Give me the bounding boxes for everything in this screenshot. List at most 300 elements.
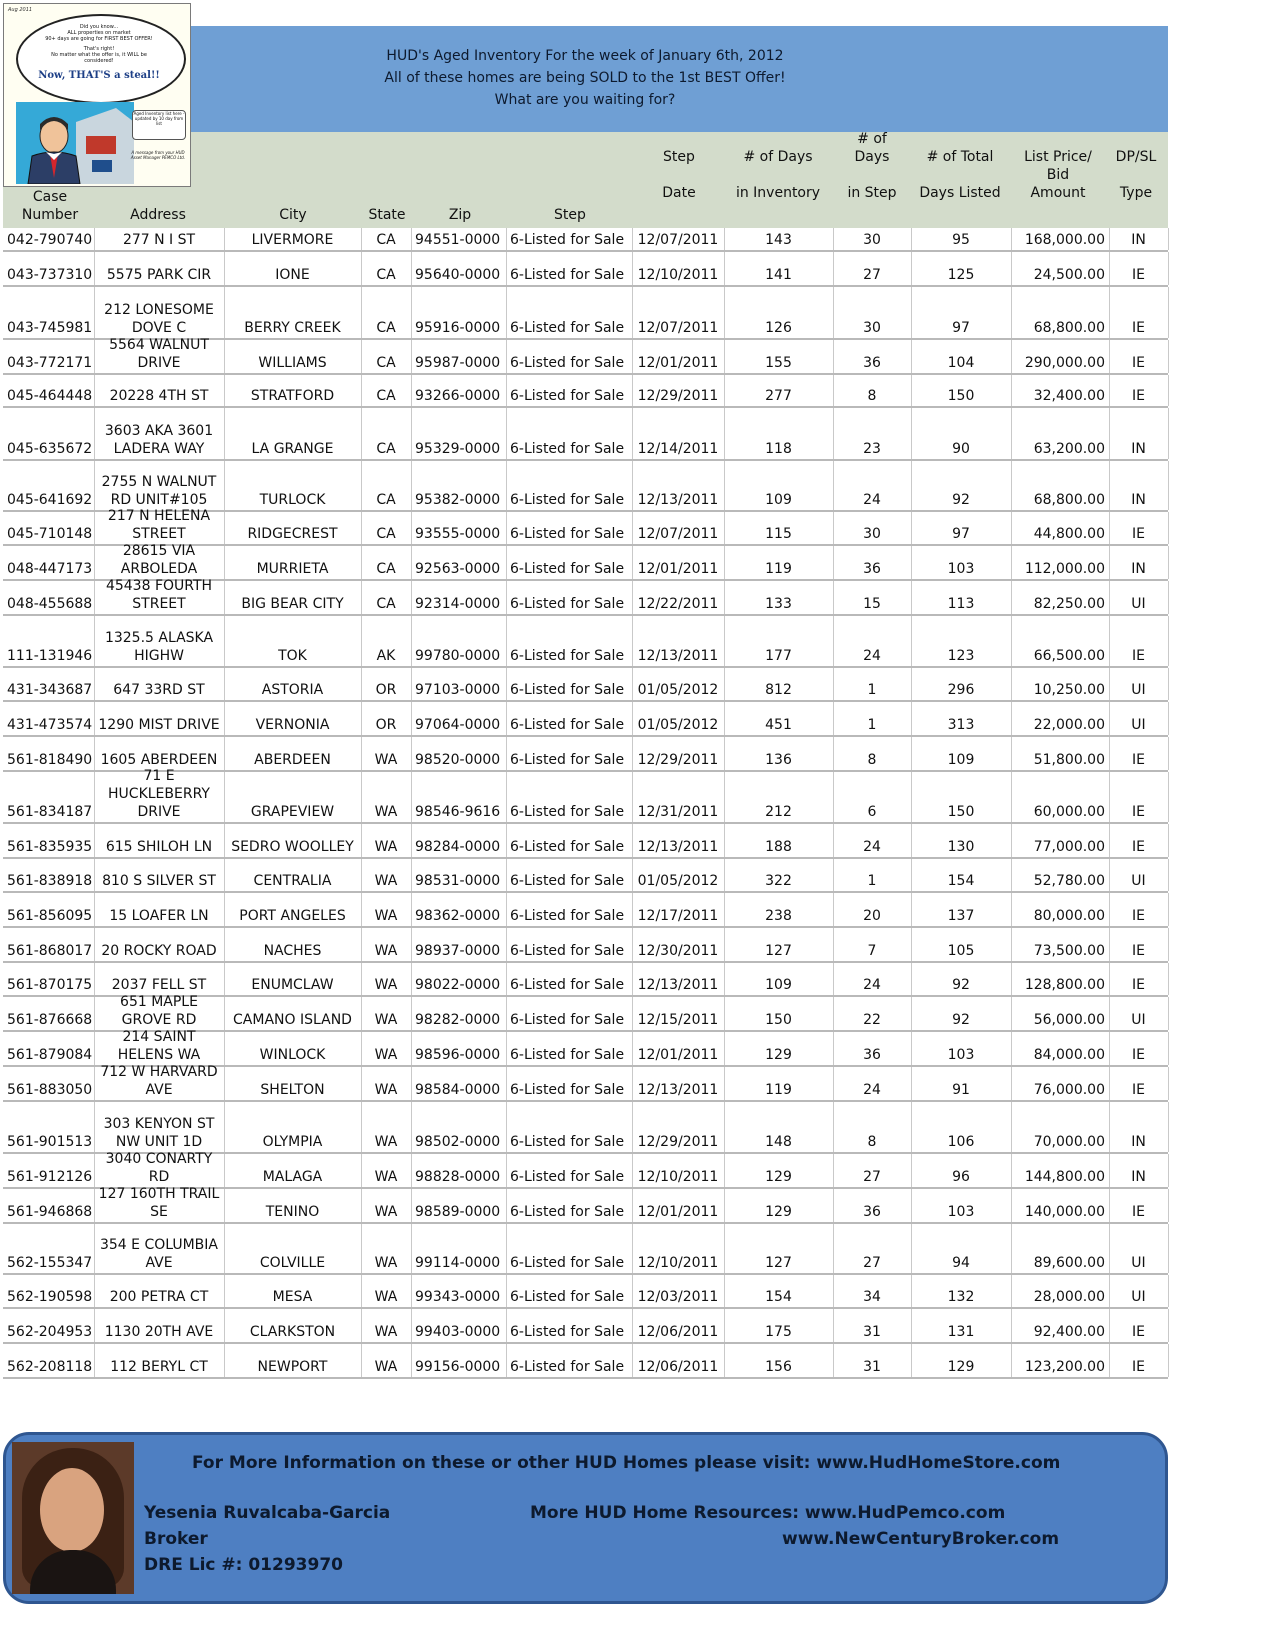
cell-price — [1011, 340, 1110, 373]
cell-step-days — [833, 1067, 912, 1100]
cell-case — [3, 546, 95, 579]
cell-type — [1109, 772, 1169, 822]
cell-text: 6 — [867, 804, 877, 820]
cell-date — [632, 1309, 725, 1342]
cell-text: 24 — [863, 492, 881, 508]
cell-text: 6-Listed for Sale — [510, 441, 625, 457]
cell-text: WA — [374, 752, 398, 768]
cell-text: 94 — [952, 1255, 970, 1271]
cell-price — [1011, 252, 1110, 285]
cell-text: WA — [374, 977, 398, 993]
cell-text: TOK — [278, 648, 307, 664]
cell-total — [911, 1032, 1012, 1065]
header-text: Days Listed — [919, 185, 1001, 201]
header-zip: Zip — [448, 207, 472, 223]
cell-zip — [411, 340, 507, 373]
cell-inv — [724, 1309, 834, 1342]
cell-total — [911, 375, 1012, 406]
cell-date — [632, 340, 725, 373]
cell-addr — [94, 337, 225, 373]
cell-case — [3, 408, 95, 459]
table-row — [3, 543, 1168, 581]
address-line: 212 LONESOME — [104, 302, 214, 318]
cell-addr — [94, 543, 225, 579]
cell-text: 95329-0000 — [415, 441, 501, 457]
cell-text: 6-Listed for Sale — [510, 596, 625, 612]
cell-text: 36 — [863, 1204, 881, 1220]
cell-type — [1109, 1275, 1169, 1307]
cell-date — [632, 287, 725, 338]
address-line: 20 ROCKY ROAD — [101, 943, 217, 959]
address-line: AVE — [145, 1082, 173, 1098]
cell-text: 97 — [952, 526, 970, 542]
cell-text: 6-Listed for Sale — [510, 1324, 625, 1340]
cell-text: 115 — [765, 526, 792, 542]
cell-state — [361, 737, 412, 770]
cell-zip — [411, 772, 507, 822]
cell-text: 98022-0000 — [415, 977, 501, 993]
table-row — [3, 1102, 1168, 1154]
cell-date — [632, 824, 725, 857]
address-line: 5575 PARK CIR — [106, 267, 212, 283]
cell-step — [506, 1067, 633, 1100]
cell-text — [95, 1236, 223, 1272]
cell-text: 123,200.00 — [1024, 1359, 1105, 1375]
cell-text: 01/05/2012 — [637, 682, 719, 698]
cell-text: 143 — [765, 232, 792, 248]
cell-text: 6-Listed for Sale — [510, 492, 625, 508]
cell-text: 561-818490 — [7, 752, 93, 768]
cell-date — [632, 737, 725, 770]
cell-text: CAMANO ISLAND — [233, 1012, 352, 1028]
table-row — [3, 375, 1168, 408]
cell-date — [632, 1102, 725, 1152]
cell-text: 24 — [863, 839, 881, 855]
cell-text: 97064-0000 — [415, 717, 501, 733]
cell-addr — [94, 375, 225, 406]
cell-text: IE — [1132, 943, 1145, 959]
address-line: SE — [150, 1204, 168, 1220]
cell-zip — [411, 1344, 507, 1377]
table-row — [3, 928, 1168, 963]
address-line: HIGHW — [134, 648, 184, 664]
cell-inv — [724, 1154, 834, 1187]
cell-text — [95, 266, 223, 284]
cell-text: 12/06/2011 — [637, 1359, 719, 1375]
cell-zip — [411, 1032, 507, 1065]
cell-inv — [724, 375, 834, 406]
cell-text: 6-Listed for Sale — [510, 1047, 625, 1063]
cell-text: CA — [376, 441, 396, 457]
table-row — [3, 337, 1168, 375]
cell-price — [1011, 1275, 1110, 1307]
cell-text: UI — [1131, 1255, 1146, 1271]
cell-text: 103 — [947, 561, 975, 577]
cell-text: 045-641692 — [7, 492, 93, 508]
table-row — [3, 824, 1168, 859]
cell-step-days — [833, 702, 912, 735]
cell-city — [224, 997, 362, 1030]
cell-step-days — [833, 1032, 912, 1065]
cell-case — [3, 287, 95, 338]
cell-text: 105 — [947, 943, 975, 959]
header-text: Bid — [1046, 167, 1070, 183]
cell-date — [632, 461, 725, 510]
cell-text — [95, 1063, 223, 1099]
cell-text: 99343-0000 — [415, 1289, 501, 1305]
cell-text: 92314-0000 — [415, 596, 501, 612]
cell-text: 36 — [863, 355, 881, 371]
cell-price — [1011, 1224, 1110, 1273]
address-line: 615 SHILOH LN — [105, 839, 213, 855]
cell-type — [1109, 1309, 1169, 1342]
cell-case — [3, 702, 95, 735]
cell-city — [224, 340, 362, 373]
bubble-text: ALL properties on market — [67, 30, 131, 36]
cell-text: UI — [1131, 873, 1146, 889]
cell-date — [632, 1067, 725, 1100]
cell-addr — [94, 228, 225, 250]
cell-text: 12/06/2011 — [637, 1324, 719, 1340]
table-row — [3, 963, 1168, 997]
cell-text: 150 — [765, 1012, 792, 1028]
cell-city — [224, 1189, 362, 1222]
cell-price — [1011, 1189, 1110, 1222]
cell-text: IE — [1132, 267, 1145, 283]
cell-text: IN — [1131, 441, 1146, 457]
cell-text: WA — [374, 943, 398, 959]
cell-text: MURRIETA — [256, 561, 329, 577]
broker-license: DRE Lic #: 01293970 — [144, 1555, 343, 1575]
address-line: DOVE C — [131, 320, 187, 336]
cell-text: CLARKSTON — [249, 1324, 336, 1340]
cell-text: 30 — [863, 526, 881, 542]
cell-inv — [724, 1067, 834, 1100]
cell-text: 561-868017 — [7, 943, 93, 959]
footer-info-link[interactable]: For More Information on these or other HUD Homes please visit: www.HudHomeStore.com — [192, 1453, 1061, 1473]
cell-text: 12/29/2011 — [637, 1134, 719, 1150]
cell-text: IN — [1131, 561, 1146, 577]
cell-state — [361, 859, 412, 891]
cell-total — [911, 616, 1012, 666]
header-text: DP/SL — [1115, 149, 1157, 165]
cell-zip — [411, 893, 507, 926]
cell-text: 561-838918 — [7, 873, 93, 889]
address-line: AVE — [145, 1255, 173, 1271]
cell-text: 70,000.00 — [1033, 1134, 1105, 1150]
cell-text: 154 — [765, 1289, 792, 1305]
cell-inv — [724, 997, 834, 1030]
cell-step — [506, 997, 633, 1030]
cell-type — [1109, 1032, 1169, 1065]
cell-state — [361, 1032, 412, 1065]
cell-text — [95, 976, 223, 994]
cell-text: WA — [374, 1047, 398, 1063]
cell-inv — [724, 512, 834, 544]
cell-text: 6-Listed for Sale — [510, 908, 625, 924]
cell-text: 01/05/2012 — [637, 873, 719, 889]
cell-text: IE — [1132, 648, 1145, 664]
cell-text: 042-790740 — [7, 232, 93, 248]
cell-step — [506, 963, 633, 995]
cell-state — [361, 772, 412, 822]
cell-type — [1109, 546, 1169, 579]
cell-total — [911, 1344, 1012, 1377]
cell-step — [506, 772, 633, 822]
header-address: Address — [130, 207, 186, 223]
cell-case — [3, 340, 95, 373]
cell-text: RIDGECREST — [247, 526, 338, 542]
table-row — [3, 1186, 1168, 1224]
cell-text: 109 — [947, 752, 975, 768]
cell-text: 84,000.00 — [1033, 1047, 1105, 1063]
cell-text: WA — [374, 873, 398, 889]
cell-text: 119 — [765, 1082, 792, 1098]
cell-type — [1109, 997, 1169, 1030]
cell-text: 27 — [863, 1169, 881, 1185]
cell-step-days — [833, 859, 912, 891]
cell-price — [1011, 461, 1110, 510]
footer-resources-link[interactable]: More HUD Home Resources: www.HudPemco.com — [530, 1503, 1006, 1523]
cell-zip — [411, 546, 507, 579]
cell-inv — [724, 702, 834, 735]
address-line: 214 SAINT — [122, 1029, 196, 1045]
cell-text: 290,000.00 — [1024, 355, 1105, 371]
cell-step-days — [833, 340, 912, 373]
cell-text: IN — [1131, 1169, 1146, 1185]
header-text: in Step — [847, 185, 897, 201]
cell-text: 92 — [952, 492, 970, 508]
cell-case — [3, 859, 95, 891]
cell-text: WA — [374, 1204, 398, 1220]
cell-price — [1011, 546, 1110, 579]
cell-date — [632, 512, 725, 544]
cell-text: 98596-0000 — [415, 1047, 501, 1063]
cell-case — [3, 1102, 95, 1152]
address-line: 277 N I ST — [122, 232, 196, 248]
cell-text: 048-455688 — [7, 596, 93, 612]
cell-text: 98937-0000 — [415, 943, 501, 959]
cell-state — [361, 1067, 412, 1100]
cell-state — [361, 1189, 412, 1222]
cell-text: 56,000.00 — [1033, 1012, 1105, 1028]
cell-state — [361, 824, 412, 857]
cell-step-days — [833, 1102, 912, 1152]
address-line: 1290 MIST DRIVE — [98, 717, 220, 733]
cell-text: 109 — [765, 977, 792, 993]
cell-text: 6-Listed for Sale — [510, 1255, 625, 1271]
cell-price — [1011, 581, 1110, 614]
cell-type — [1109, 287, 1169, 338]
cell-text — [95, 577, 223, 613]
cell-price — [1011, 737, 1110, 770]
cell-state — [361, 893, 412, 926]
cell-total — [911, 668, 1012, 700]
cell-text: 73,500.00 — [1033, 943, 1105, 959]
cell-text: 106 — [947, 1134, 975, 1150]
cell-total — [911, 859, 1012, 891]
cell-text: 296 — [947, 682, 975, 698]
cell-text: 28,000.00 — [1033, 1289, 1105, 1305]
cell-text: TENINO — [265, 1204, 320, 1220]
cell-text: 92,400.00 — [1033, 1324, 1105, 1340]
address-line: RD — [148, 1169, 170, 1185]
cell-total — [911, 928, 1012, 961]
banner-title: HUD's Aged Inventory For the week of January 6th, 2012 — [386, 48, 784, 64]
cell-addr — [94, 252, 225, 285]
cell-addr — [94, 408, 225, 459]
cell-text: 99403-0000 — [415, 1324, 501, 1340]
cell-type — [1109, 1154, 1169, 1187]
cell-text: 119 — [765, 561, 792, 577]
cell-text: 043-737310 — [7, 267, 93, 283]
cell-inv — [724, 928, 834, 961]
cell-text: 129 — [765, 1169, 792, 1185]
cell-text: 12/03/2011 — [637, 1289, 719, 1305]
cell-text: 94551-0000 — [415, 232, 501, 248]
cell-city — [224, 963, 362, 995]
table-row — [3, 893, 1168, 928]
cell-zip — [411, 1102, 507, 1152]
cell-text: 043-772171 — [7, 355, 93, 371]
cell-text: IE — [1132, 1082, 1145, 1098]
cell-type — [1109, 893, 1169, 926]
table-row — [3, 668, 1168, 702]
header-text: Days — [854, 149, 890, 165]
cell-text: 6-Listed for Sale — [510, 943, 625, 959]
cell-text: 812 — [765, 682, 792, 698]
cell-inv — [724, 340, 834, 373]
cell-text: IE — [1132, 388, 1145, 404]
cell-case — [3, 1275, 95, 1307]
footer-contact-box — [3, 1432, 1168, 1604]
cell-text: 6-Listed for Sale — [510, 1082, 625, 1098]
cell-text: 32,400.00 — [1033, 388, 1105, 404]
cell-date — [632, 616, 725, 666]
cell-addr — [94, 1186, 225, 1222]
cell-text: 12/13/2011 — [637, 648, 719, 664]
cell-text: 6-Listed for Sale — [510, 752, 625, 768]
cell-text: AK — [376, 648, 396, 664]
cell-inv — [724, 668, 834, 700]
cell-inv — [724, 824, 834, 857]
cell-zip — [411, 408, 507, 459]
cell-addr — [94, 1151, 225, 1187]
cell-text: ENUMCLAW — [251, 977, 334, 993]
cell-inv — [724, 581, 834, 614]
cell-addr — [94, 737, 225, 770]
cell-text: 98362-0000 — [415, 908, 501, 924]
cell-date — [632, 702, 725, 735]
header-text: Case — [32, 189, 68, 205]
cell-step-days — [833, 772, 912, 822]
cell-text: 98584-0000 — [415, 1082, 501, 1098]
address-line: 810 S SILVER ST — [102, 873, 216, 889]
cell-text: CA — [376, 596, 396, 612]
cell-text — [95, 301, 223, 337]
cell-text: CA — [376, 232, 396, 248]
header-state: State — [368, 207, 406, 223]
cell-text: 045-710148 — [7, 526, 93, 542]
cell-addr — [94, 508, 225, 544]
cell-text: 34 — [863, 1289, 881, 1305]
table-row — [3, 1275, 1168, 1309]
cell-text: 322 — [765, 873, 792, 889]
cell-price — [1011, 928, 1110, 961]
cell-text: 98282-0000 — [415, 1012, 501, 1028]
cell-city — [224, 1067, 362, 1100]
broker-name: Yesenia Ruvalcaba-Garcia — [144, 1503, 391, 1523]
cell-text: 6-Listed for Sale — [510, 1012, 625, 1028]
cell-total — [911, 1224, 1012, 1273]
cell-text: IE — [1132, 1359, 1145, 1375]
cell-addr — [94, 287, 225, 338]
cell-text: IE — [1132, 1047, 1145, 1063]
table-row — [3, 1029, 1168, 1067]
cell-text: 136 — [765, 752, 792, 768]
cell-inv — [724, 859, 834, 891]
cell-city — [224, 616, 362, 666]
broker-photo — [12, 1442, 134, 1594]
cell-date — [632, 997, 725, 1030]
cell-type — [1109, 824, 1169, 857]
cell-text: 188 — [765, 839, 792, 855]
cell-text: 31 — [863, 1324, 881, 1340]
header-text: Number — [21, 207, 79, 223]
cell-city — [224, 375, 362, 406]
cell-state — [361, 1275, 412, 1307]
cell-state — [361, 461, 412, 510]
cell-zip — [411, 616, 507, 666]
cell-step — [506, 1032, 633, 1065]
cell-text: 95640-0000 — [415, 267, 501, 283]
cell-text: 130 — [947, 839, 975, 855]
cell-price — [1011, 702, 1110, 735]
cell-type — [1109, 252, 1169, 285]
cell-text — [95, 1358, 223, 1376]
cell-case — [3, 824, 95, 857]
cell-zip — [411, 702, 507, 735]
cell-step — [506, 928, 633, 961]
cell-text: CA — [376, 267, 396, 283]
broker-title: Broker — [144, 1529, 208, 1549]
cell-text: 99156-0000 — [415, 1359, 501, 1375]
footer-broker-site-link[interactable]: www.NewCenturyBroker.com — [782, 1529, 1060, 1549]
cell-step — [506, 1154, 633, 1187]
cell-type — [1109, 461, 1169, 510]
cell-inv — [724, 616, 834, 666]
cell-state — [361, 997, 412, 1030]
cell-text: 12/31/2011 — [637, 804, 719, 820]
cell-case — [3, 772, 95, 822]
header-text: in Inventory — [735, 185, 821, 201]
cell-zip — [411, 928, 507, 961]
cell-inv — [724, 252, 834, 285]
cell-date — [632, 928, 725, 961]
cell-text: 95987-0000 — [415, 355, 501, 371]
header-text: List Price/ — [1024, 149, 1092, 165]
cell-state — [361, 1224, 412, 1273]
cell-inv — [724, 1032, 834, 1065]
cell-state — [361, 287, 412, 338]
cell-total — [911, 228, 1012, 250]
cell-city — [224, 893, 362, 926]
address-line: 200 PETRA CT — [109, 1289, 209, 1305]
cell-city — [224, 928, 362, 961]
cell-state — [361, 228, 412, 250]
cell-date — [632, 893, 725, 926]
cell-text: 6-Listed for Sale — [510, 232, 625, 248]
